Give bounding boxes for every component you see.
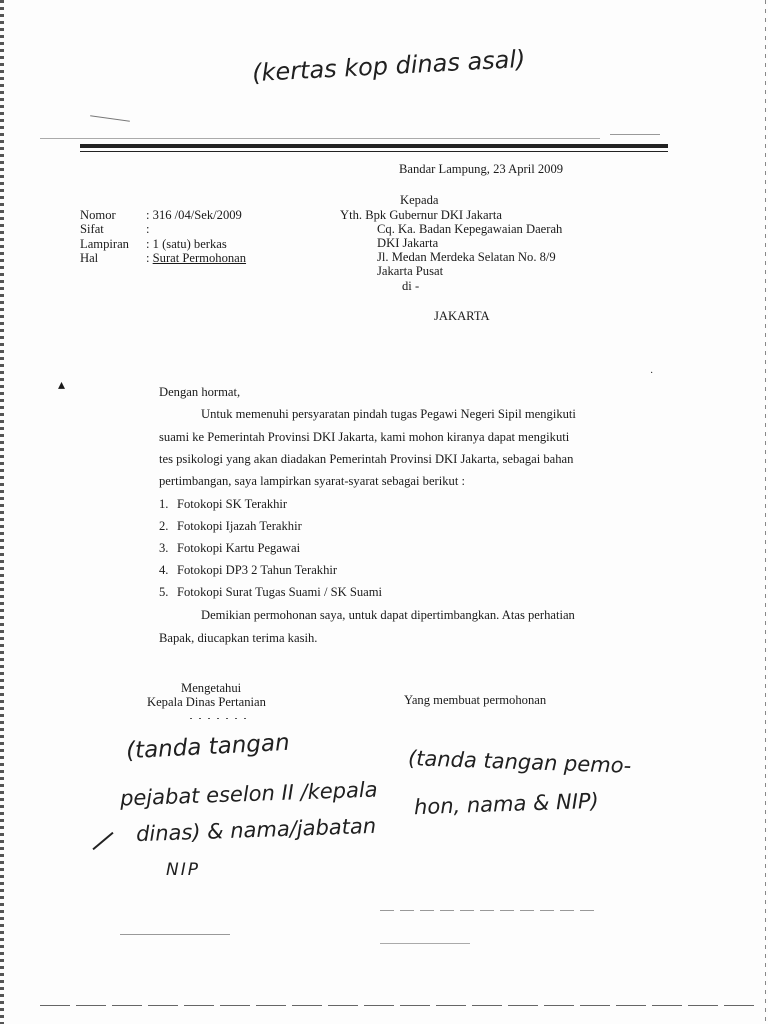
list-item xyxy=(159,519,302,534)
handwritten-signature-note-left: (tanda tangan xyxy=(125,729,291,765)
signature-right-label: Yang membuat permohonan xyxy=(404,693,547,707)
meta-label-hal: Hal xyxy=(80,251,99,265)
letterhead-rule-thin xyxy=(80,151,668,152)
meta-value-hal: : Surat Permohonan xyxy=(146,251,247,265)
scan-mark xyxy=(40,1005,760,1006)
signature-left-label-1: Mengetahui xyxy=(181,681,242,695)
pen-stroke-mark xyxy=(92,832,113,850)
scan-mark xyxy=(190,718,250,719)
signature-left-label-2: Kepala Dinas Pertanian xyxy=(147,695,266,709)
handwritten-signature-note-right: hon, nama & NIP) xyxy=(413,788,600,820)
meta-label-lampiran: Lampiran xyxy=(80,237,129,251)
list-item-number: 3. xyxy=(159,541,169,555)
letterhead-handwritten-note: (kertas kop dinas asal) xyxy=(251,44,527,88)
scan-edge-left xyxy=(0,0,4,1024)
handwritten-signature-note-right: (tanda tangan pemo- xyxy=(407,746,632,778)
meta-label-sifat: Sifat xyxy=(80,222,104,236)
list-item-text: Fotokopi SK Terakhir xyxy=(177,497,288,511)
handwritten-signature-note-left: NIP xyxy=(166,860,200,880)
recipient-line-4: Jl. Medan Merdeka Selatan No. 8/9 xyxy=(377,250,556,264)
meta-label-nomor: Nomor xyxy=(80,208,116,222)
recipient-line-3: DKI Jakarta xyxy=(377,236,439,250)
list-item-text: Fotokopi Kartu Pegawai xyxy=(177,541,301,555)
list-item-text: Fotokopi DP3 2 Tahun Terakhir xyxy=(177,563,338,577)
scan-mark xyxy=(380,910,600,911)
list-item-number: 1. xyxy=(159,497,169,511)
body-line-3: tes psikologi yang akan diadakan Pemerintah Provinsi DKI Jakarta, sebagai bahan xyxy=(159,452,574,466)
recipient-di: di - xyxy=(402,279,420,293)
body-line-4: pertimbangan, saya lampirkan syarat-syarat sebagai berikut : xyxy=(159,474,465,488)
list-item-text: Fotokopi Surat Tugas Suami / SK Suami xyxy=(177,585,383,599)
meta-value-lampiran: : 1 (satu) berkas xyxy=(146,237,227,251)
list-item xyxy=(159,541,300,556)
scan-mark xyxy=(610,134,660,135)
salutation: Dengan hormat, xyxy=(159,385,241,399)
scan-edge-right xyxy=(765,0,766,1024)
scan-mark xyxy=(40,138,600,139)
closing-line-1: Demikian permohonan saya, untuk dapat dipertimbangkan. Atas perhatian xyxy=(201,608,575,622)
list-item xyxy=(159,585,382,600)
scan-speck: · xyxy=(650,368,654,379)
body-line-1: Untuk memenuhi persyaratan pindah tugas Pegawi Negeri Sipil mengikuti xyxy=(201,407,576,421)
list-item-number: 5. xyxy=(159,585,169,599)
list-item-text: Fotokopi Ijazah Terakhir xyxy=(177,519,302,533)
scan-mark xyxy=(380,943,470,944)
list-item-number: 4. xyxy=(159,563,169,577)
recipient-line-1: Yth. Bpk Gubernur DKI Jakarta xyxy=(340,208,502,222)
closing-line-2: Bapak, diucapkan terima kasih. xyxy=(159,631,318,645)
scan-mark xyxy=(120,934,230,935)
recipient-line-5: Jakarta Pusat xyxy=(377,264,444,278)
recipient-city: JAKARTA xyxy=(434,309,490,323)
letterhead-rule-thick xyxy=(80,144,668,148)
place-date: Bandar Lampung, 23 April 2009 xyxy=(399,162,564,176)
body-line-2: suami ke Pemerintah Provinsi DKI Jakarta, kami mohon kiranya dapat mengikuti xyxy=(159,430,570,444)
meta-value-sifat: : xyxy=(146,222,150,236)
list-item xyxy=(159,563,337,578)
recipient-line-2: Cq. Ka. Badan Kepegawaian Daerah xyxy=(377,222,563,236)
scan-mark xyxy=(90,115,130,122)
scan-speck: ▴ xyxy=(58,378,66,393)
recipient-kepada: Kepada xyxy=(400,193,439,207)
meta-value-nomor: : 316 /04/Sek/2009 xyxy=(146,208,242,222)
handwritten-signature-note-left: dinas) & nama/jabatan xyxy=(135,813,377,847)
list-item xyxy=(159,497,287,512)
list-item-number: 2. xyxy=(159,519,169,533)
handwritten-signature-note-left: pejabat eselon II /kepala xyxy=(119,777,378,811)
